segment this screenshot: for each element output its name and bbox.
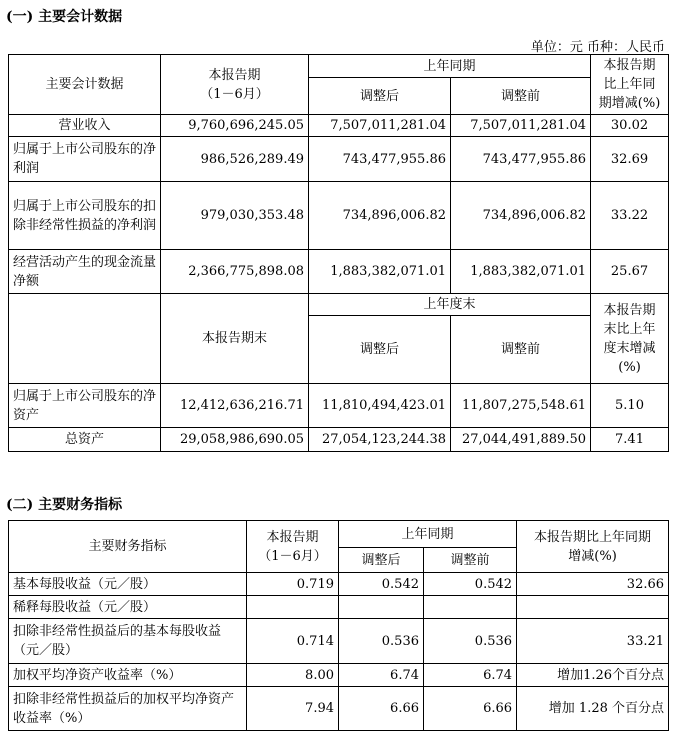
cell-after: 6.66: [339, 687, 424, 731]
cell-current: [247, 596, 339, 619]
table-row: [9, 250, 669, 294]
table-row: [9, 182, 669, 250]
cell-change: 32.66: [517, 573, 669, 596]
cell-after: 11,810,494,423.01: [309, 384, 451, 428]
cell-current: 979,030,353.48: [161, 182, 309, 250]
row-label: 归属于上市公司股东的净资产: [9, 384, 161, 428]
cell-before: 0.536: [424, 619, 517, 664]
header-adjusted-after: 调整后: [339, 548, 424, 573]
cell-change: 25.67: [591, 250, 669, 294]
cell-after: 734,896,006.82: [309, 182, 451, 250]
header-prior: 上年同期: [309, 55, 591, 78]
header-current: 本报告期 （1－6月）: [161, 55, 309, 115]
cell-change: 增加 1.28 个百分点: [517, 687, 669, 731]
cell-change: 33.21: [517, 619, 669, 664]
row-label: 稀释每股收益（元／股）: [9, 596, 247, 619]
cell-current: 0.714: [247, 619, 339, 664]
cell-before: 6.74: [424, 664, 517, 687]
cell-before: 1,883,382,071.01: [451, 250, 591, 294]
table-row: [9, 115, 669, 137]
section-2-title: (二) 主要财务指标: [6, 497, 123, 513]
cell-current: 8.00: [247, 664, 339, 687]
header-adjusted-before: 调整前: [424, 548, 517, 573]
cell-current: 986,526,289.49: [161, 137, 309, 182]
cell-change: [517, 596, 669, 619]
cell-current: 9,760,696,245.05: [161, 115, 309, 137]
header-adjusted-before: 调整前: [451, 78, 591, 115]
table-row: [9, 664, 669, 687]
header2-adjusted-after: 调整后: [309, 316, 451, 384]
cell-after: 0.542: [339, 573, 424, 596]
cell-after: 0.536: [339, 619, 424, 664]
cell-after: 6.74: [339, 664, 424, 687]
cell-after: 7,507,011,281.04: [309, 115, 451, 137]
table-row: [9, 619, 669, 664]
cell-after: [339, 596, 424, 619]
row-label: 营业收入: [9, 115, 161, 137]
header2-current: 本报告期末: [161, 294, 309, 384]
cell-current: 7.94: [247, 687, 339, 731]
row-label: 扣除非经常性损益后的加权平均净资产收益率（%）: [9, 687, 247, 731]
table-row: [9, 596, 669, 619]
cell-before: 6.66: [424, 687, 517, 731]
header-prior: 上年同期: [339, 521, 517, 548]
row-label: 扣除非经常性损益后的基本每股收益（元／股）: [9, 619, 247, 664]
cell-before: 734,896,006.82: [451, 182, 591, 250]
header-item: 主要财务指标: [9, 521, 247, 573]
cell-current: 29,058,986,690.05: [161, 428, 309, 452]
header-current: 本报告期 （1－6月）: [247, 521, 339, 573]
row-label: 基本每股收益（元／股）: [9, 573, 247, 596]
cell-current: 12,412,636,216.71: [161, 384, 309, 428]
header-item: 主要会计数据: [9, 55, 161, 115]
table-row: [9, 428, 669, 452]
cell-change: 33.22: [591, 182, 669, 250]
cell-change: 增加1.26个百分点: [517, 664, 669, 687]
unit-note: 单位：元 币种：人民币: [530, 40, 665, 55]
row-label: 经营活动产生的现金流量净额: [9, 250, 161, 294]
section-1-title: (一) 主要会计数据: [6, 9, 123, 25]
cell-before: 0.542: [424, 573, 517, 596]
cell-current: 0.719: [247, 573, 339, 596]
header-change: 本报告期比上年同期 增减(%): [517, 521, 669, 573]
table-row: [9, 573, 669, 596]
header-adjusted-after: 调整后: [309, 78, 451, 115]
row-label: 归属于上市公司股东的扣除非经常性损益的净利润: [9, 182, 161, 250]
empty-cell: [9, 294, 161, 384]
header2-prior: 上年度末: [309, 294, 591, 316]
table-row: [9, 137, 669, 182]
cell-before: 7,507,011,281.04: [451, 115, 591, 137]
header2-change: 本报告期 末比上年 度末增减 (%): [591, 294, 669, 384]
cell-before: 743,477,955.86: [451, 137, 591, 182]
cell-change: 7.41: [591, 428, 669, 452]
table-row: [9, 687, 669, 731]
header2-adjusted-before: 调整前: [451, 316, 591, 384]
row-label: 归属于上市公司股东的净利润: [9, 137, 161, 182]
table-row: [9, 384, 669, 428]
cell-after: 743,477,955.86: [309, 137, 451, 182]
cell-before: 11,807,275,548.61: [451, 384, 591, 428]
cell-before: [424, 596, 517, 619]
financial-indicators-table: [8, 520, 669, 731]
cell-after: 1,883,382,071.01: [309, 250, 451, 294]
row-label: 总资产: [9, 428, 161, 452]
row-label: 加权平均净资产收益率（%）: [9, 664, 247, 687]
header-change: 本报告期 比上年同 期增减(%): [591, 55, 669, 115]
cell-change: 32.69: [591, 137, 669, 182]
cell-before: 27,044,491,889.50: [451, 428, 591, 452]
cell-after: 27,054,123,244.38: [309, 428, 451, 452]
cell-change: 30.02: [591, 115, 669, 137]
accounting-data-table: [8, 54, 669, 452]
cell-current: 2,366,775,898.08: [161, 250, 309, 294]
cell-change: 5.10: [591, 384, 669, 428]
